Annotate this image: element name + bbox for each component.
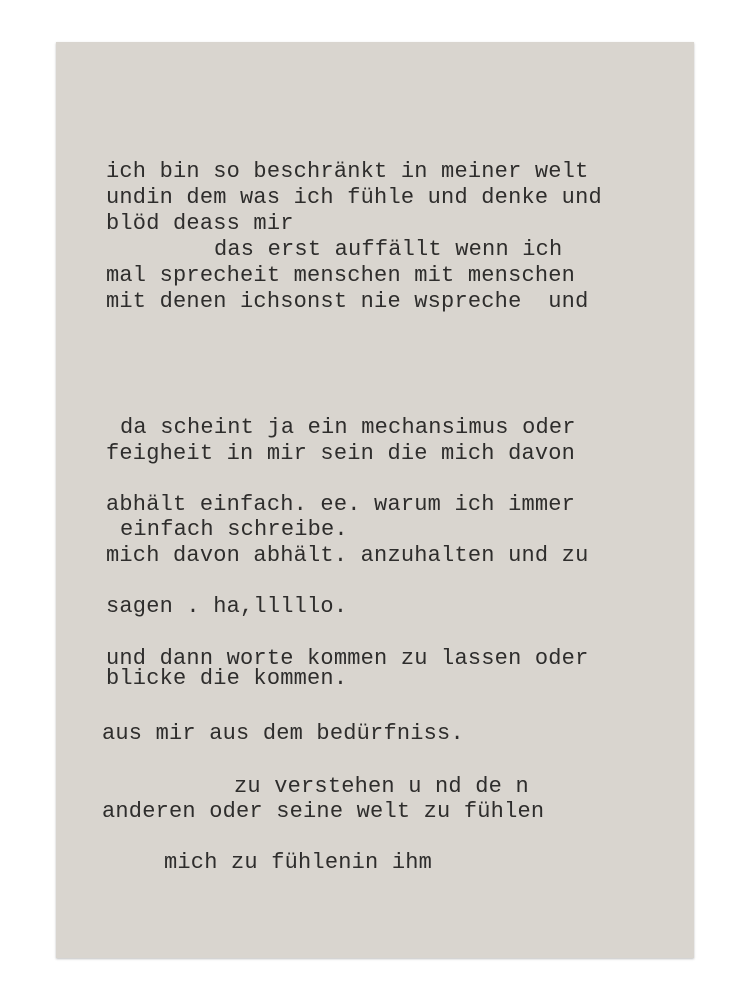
text-line: undin dem was ich fühle und denke und [106,185,602,210]
text-line: mit denen ichsonst nie wspreche und [106,289,589,314]
text-line: mich davon abhält. anzuhalten und zu [106,543,589,568]
text-line: aus mir aus dem bedürfniss. [102,721,464,746]
text-line: das erst auffällt wenn ich [214,237,563,262]
text-line: mich zu fühlenin ihm [164,850,433,875]
text-line: sagen . ha,lllllo. [106,594,348,619]
text-line: mal sprecheit menschen mit menschen [106,263,576,288]
text-line: zu verstehen u nd de n [234,774,529,799]
text-line: einfach schreibe. [120,517,348,542]
text-line: und dann worte kommen zu lassen oder [106,646,589,671]
text-line: blicke die kommen. [106,666,348,691]
text-line: blöd deass mir [106,211,294,236]
text-line: anderen oder seine welt zu fühlen [102,799,545,824]
text-line: abhält einfach. ee. warum ich immer [106,492,576,517]
text-line: da scheint ja ein mechansimus oder [120,415,576,440]
typewritten-card [56,42,694,958]
text-line: feigheit in mir sein die mich davon [106,441,576,466]
text-line: ich bin so beschränkt in meiner welt [106,159,589,184]
